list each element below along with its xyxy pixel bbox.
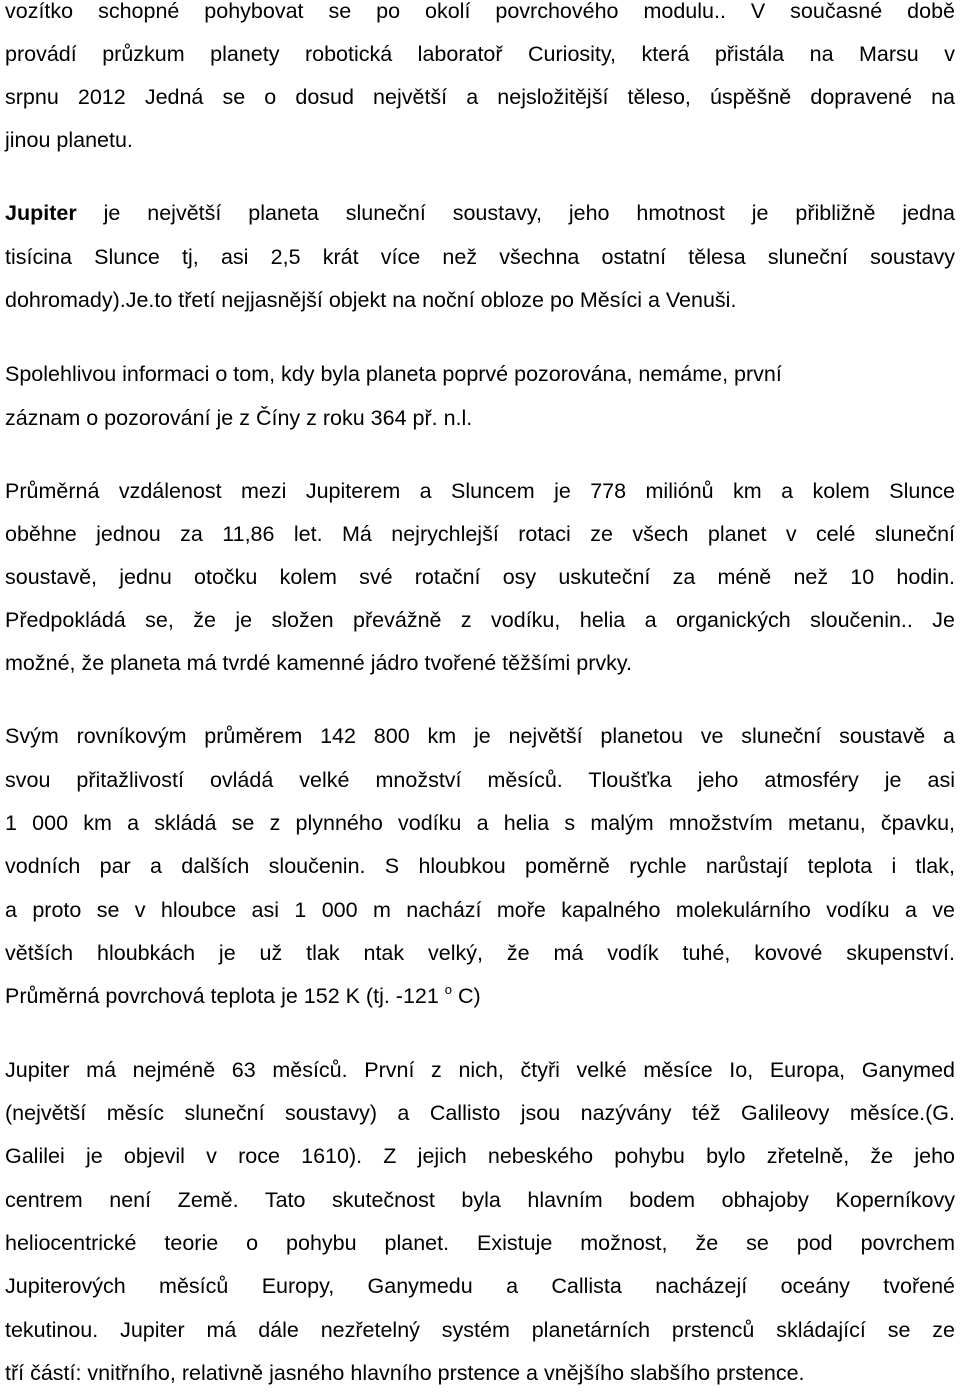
- text-line: Jupiterových měsíců Europy, Ganymedu a Callista nacházejí oceány tvořené: [5, 1274, 955, 1298]
- text-line: Galilei je objevil v roce 1610). Z jejich nebeského pohybu bylo zřetelně, že jeho: [5, 1144, 955, 1168]
- temperature-unit: C): [452, 984, 481, 1008]
- text-line: jinou planetu.: [5, 128, 133, 152]
- text-line: Průměrná vzdálenost mezi Jupiterem a Sluncem je 778 miliónů km a kolem Slunce: [5, 479, 955, 503]
- text-line: Svým rovníkovým průměrem 142 800 km je největší planetou ve sluneční soustavě a: [5, 724, 955, 748]
- text-line: svou přitažlivostí ovládá velké množství měsíců. Tloušťka jeho atmosféry je asi: [5, 768, 955, 792]
- text-line: Spolehlivou informaci o tom, kdy byla planeta poprvé pozorována, nemáme, první: [5, 362, 782, 386]
- text-line: vodních par a dalších sloučenin. S hloubkou poměrně rychle narůstají teplota i tlak,: [5, 854, 955, 878]
- text-line: tekutinou. Jupiter má dále nezřetelný systém planetárních prstenců skládající se ze: [5, 1318, 955, 1342]
- degree-superscript: o: [444, 982, 453, 997]
- text-line: [5, 192, 955, 236]
- text-line: Jupiter má nejméně 63 měsíců. První z nich, čtyři velké měsíce Io, Europa, Ganymed: [5, 1058, 955, 1082]
- text-line: oběhne jednou za 11,86 let. Má nejrychlejší rotaci ze všech planet v celé sluneční: [5, 522, 955, 546]
- text-line: (největší měsíc sluneční soustavy) a Callisto jsou nazývány též Galileovy měsíce.(G.: [5, 1101, 955, 1125]
- text-line-rest: je největší planeta sluneční soustavy, jeho hmotnost je přibližně jedna: [76, 201, 955, 225]
- text-line: záznam o pozorování je z Číny z roku 364 př. n.l.: [5, 406, 473, 430]
- bold-term-jupiter: Jupiter: [5, 201, 77, 225]
- text-line: soustavě, jednu otočku kolem své rotační osy uskuteční za méně než 10 hodin.: [5, 565, 955, 589]
- text-line: srpnu 2012 Jedná se o dosud největší a nejsložitější těleso, úspěšně dopravené na: [5, 85, 955, 109]
- text-line: provádí průzkum planety robotická laboratoř Curiosity, která přistála na Marsu v: [5, 42, 955, 66]
- temperature-line: [5, 975, 481, 1019]
- text-line: a proto se v hloubce asi 1 000 m nachází moře kapalného molekulárního vodíku a ve: [5, 898, 955, 922]
- text-line: tisícina Slunce tj, asi 2,5 krát více než všechna ostatní tělesa sluneční soustavy: [5, 245, 955, 269]
- text-line: větších hloubkách je už tlak ntak velký, že má vodík tuhé, kovové skupenství.: [5, 941, 955, 965]
- text-line: Předpokládá se, že je složen převážně z vodíku, helia a organických sloučenin.. Je: [5, 608, 955, 632]
- temperature-text: Průměrná povrchová teplota je 152 K (tj. -121: [5, 984, 445, 1008]
- text-line: vozítko schopné pohybovat se po okolí povrchového modulu.. V současné době: [5, 0, 955, 23]
- text-line: 1 000 km a skládá se z plynného vodíku a helia s malým množstvím metanu, čpavku,: [5, 811, 955, 835]
- text-line: tří částí: vnitřního, relativně jasného hlavního prstence a vnějšího slabšího prstence.: [5, 1361, 805, 1385]
- text-line: možné, že planeta má tvrdé kamenné jádro tvořené těžšími prvky.: [5, 651, 632, 675]
- text-line: heliocentrické teorie o pohybu planet. Existuje možnost, že se pod povrchem: [5, 1231, 955, 1255]
- text-line: centrem není Země. Tato skutečnost byla hlavním bodem obhajoby Koperníkovy: [5, 1188, 955, 1212]
- text-line: dohromady).Je.to třetí nejjasnější objekt na noční obloze po Měsíci a Venuši.: [5, 288, 737, 312]
